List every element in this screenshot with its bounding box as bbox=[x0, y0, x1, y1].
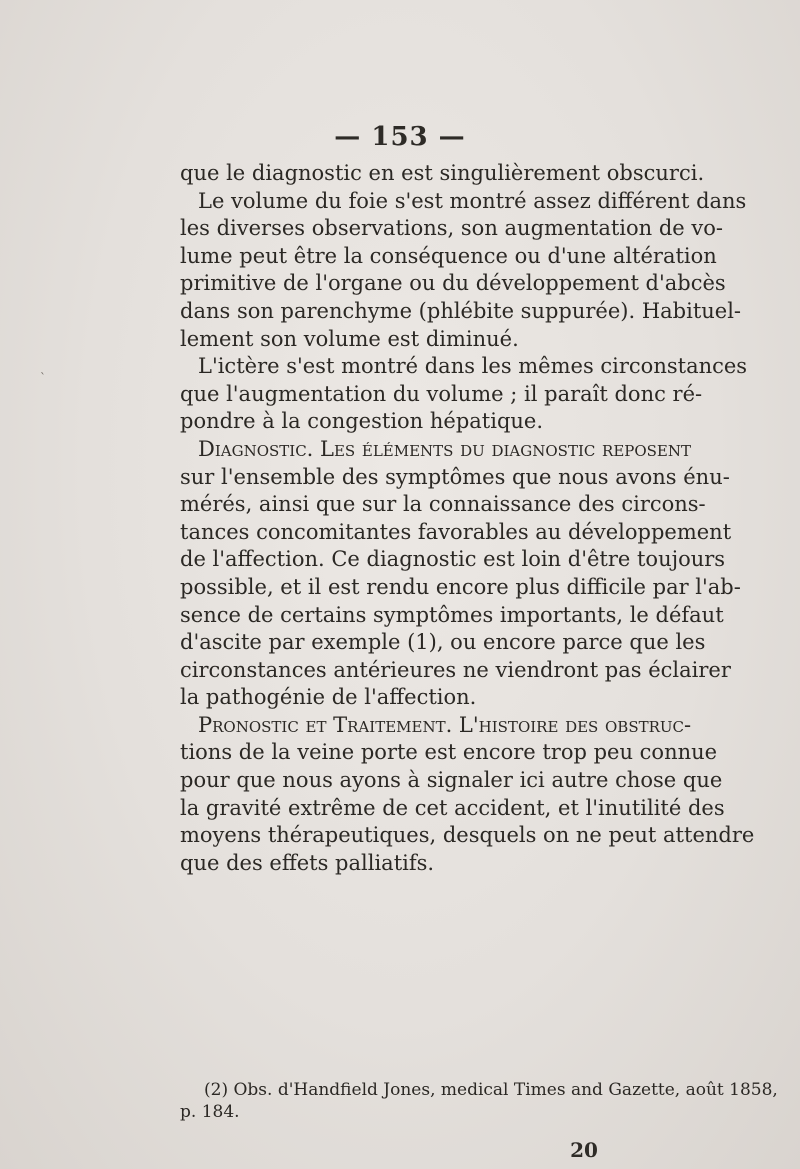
section-heading-pronostic: Pronostic et Traitement. L'histoire des obstruc- bbox=[198, 712, 692, 737]
text-line: primitive de l'organe ou du développement d'abcès bbox=[180, 271, 726, 296]
text-line: Le volume du foie s'est montré assez différent dans bbox=[198, 188, 747, 213]
text-line: que le diagnostic en est singulièrement obscurci. bbox=[180, 161, 705, 185]
text-line: tions de la veine porte est encore trop peu connue bbox=[180, 740, 718, 765]
text-line: les diverses observations, son augmentation de vo- bbox=[180, 216, 723, 241]
text-line: circonstances antérieures ne viendront pas éclairer bbox=[180, 657, 731, 682]
page-number: — 153 — bbox=[334, 122, 466, 152]
text-line: sence de certains symptômes importants, le défaut bbox=[180, 602, 724, 627]
body-text bbox=[180, 160, 755, 877]
footnote bbox=[180, 1079, 778, 1123]
section-heading-diagnostic: Diagnostic. Les éléments du diagnostic reposent bbox=[198, 436, 692, 461]
text-line: tances concomitantes favorables au développement bbox=[180, 519, 732, 544]
text-line: L'ictère s'est montré dans les mêmes circonstances bbox=[198, 354, 748, 379]
signature-mark: 20 bbox=[570, 1138, 598, 1162]
text-line: mérés, ainsi que sur la connaissance des circons- bbox=[180, 492, 706, 517]
text-line: pondre à la congestion hépatique. bbox=[180, 409, 544, 434]
text-line: dans son parenchyme (phlébite suppurée). Habituel- bbox=[180, 298, 742, 323]
text-line: possible, et il est rendu encore plus difficile par l'ab- bbox=[180, 574, 741, 599]
footnote-line: p. 184. bbox=[180, 1102, 240, 1122]
text-line: d'ascite par exemple (1), ou encore parce que les bbox=[180, 630, 706, 655]
text-line: que des effets palliatifs. bbox=[180, 850, 435, 875]
text-line: la pathogénie de l'affection. bbox=[180, 685, 477, 710]
footnote-line: (2) Obs. d'Handfield Jones, medical Times and Gazette, août 1858, bbox=[204, 1080, 778, 1100]
text-line: moyens thérapeutiques, desquels on ne peut attendre bbox=[180, 823, 755, 848]
text-line: lement son volume est diminué. bbox=[180, 326, 519, 351]
text-line: la gravité extrême de cet accident, et l'inutilité des bbox=[180, 795, 725, 820]
text-line: que l'augmentation du volume ; il paraît donc ré- bbox=[180, 381, 703, 406]
margin-mark: ` bbox=[40, 371, 46, 385]
text-line: pour que nous ayons à signaler ici autre chose que bbox=[180, 768, 723, 793]
text-line: sur l'ensemble des symptômes que nous avons énu- bbox=[180, 464, 730, 489]
text-line: lume peut être la conséquence ou d'une altération bbox=[180, 243, 717, 268]
text-line: de l'affection. Ce diagnostic est loin d'être toujours bbox=[180, 547, 726, 572]
